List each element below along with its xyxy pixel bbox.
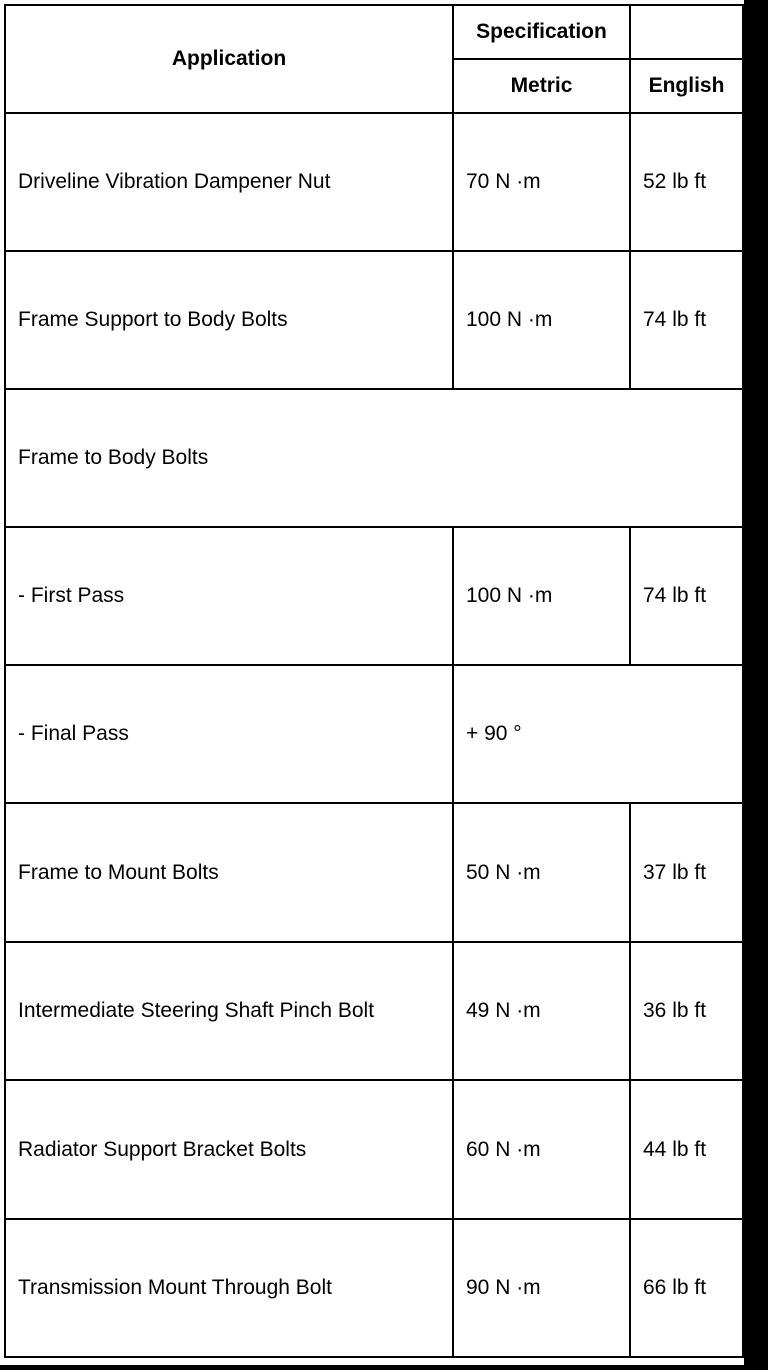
table-row: [5, 1080, 743, 1219]
application-cell: Intermediate Steering Shaft Pinch Bolt: [5, 942, 453, 1080]
table-row: [5, 665, 743, 803]
header-metric: Metric: [453, 59, 630, 113]
torque-specification-table: [4, 4, 744, 1358]
metric-cell: 49 N ·m: [453, 942, 630, 1080]
table-row: [5, 803, 743, 942]
application-cell: Frame Support to Body Bolts: [5, 251, 453, 389]
application-cell: - Final Pass: [5, 665, 453, 803]
application-cell: Frame to Mount Bolts: [5, 803, 453, 942]
metric-cell: 60 N ·m: [453, 1080, 630, 1219]
english-cell: 44 lb ft: [630, 1080, 743, 1219]
application-cell: Radiator Support Bracket Bolts: [5, 1080, 453, 1219]
table-row: [5, 389, 743, 527]
header-english: English: [630, 59, 743, 113]
metric-cell-angle: + 90 °: [453, 665, 743, 803]
header-empty-cell: [630, 5, 743, 59]
metric-cell: 70 N ·m: [453, 113, 630, 251]
header-application: Application: [5, 5, 453, 113]
application-cell: Driveline Vibration Dampener Nut: [5, 113, 453, 251]
english-cell: 37 lb ft: [630, 803, 743, 942]
header-row-top: [5, 5, 743, 59]
metric-cell: 50 N ·m: [453, 803, 630, 942]
table-row: [5, 527, 743, 665]
english-cell: 52 lb ft: [630, 113, 743, 251]
application-cell: Transmission Mount Through Bolt: [5, 1219, 453, 1357]
right-border-bar: [744, 0, 768, 1370]
english-cell: 36 lb ft: [630, 942, 743, 1080]
metric-cell: 100 N ·m: [453, 251, 630, 389]
header-specification: Specification: [453, 5, 630, 59]
table-row: [5, 251, 743, 389]
table-row: [5, 1219, 743, 1357]
english-cell: 74 lb ft: [630, 527, 743, 665]
metric-cell: 90 N ·m: [453, 1219, 630, 1357]
table-row: [5, 113, 743, 251]
bottom-border-bar: [0, 1365, 768, 1370]
english-cell: 66 lb ft: [630, 1219, 743, 1357]
table-row: [5, 942, 743, 1080]
application-cell: - First Pass: [5, 527, 453, 665]
english-cell: 74 lb ft: [630, 251, 743, 389]
application-cell-group-heading: Frame to Body Bolts: [5, 389, 743, 527]
metric-cell: 100 N ·m: [453, 527, 630, 665]
